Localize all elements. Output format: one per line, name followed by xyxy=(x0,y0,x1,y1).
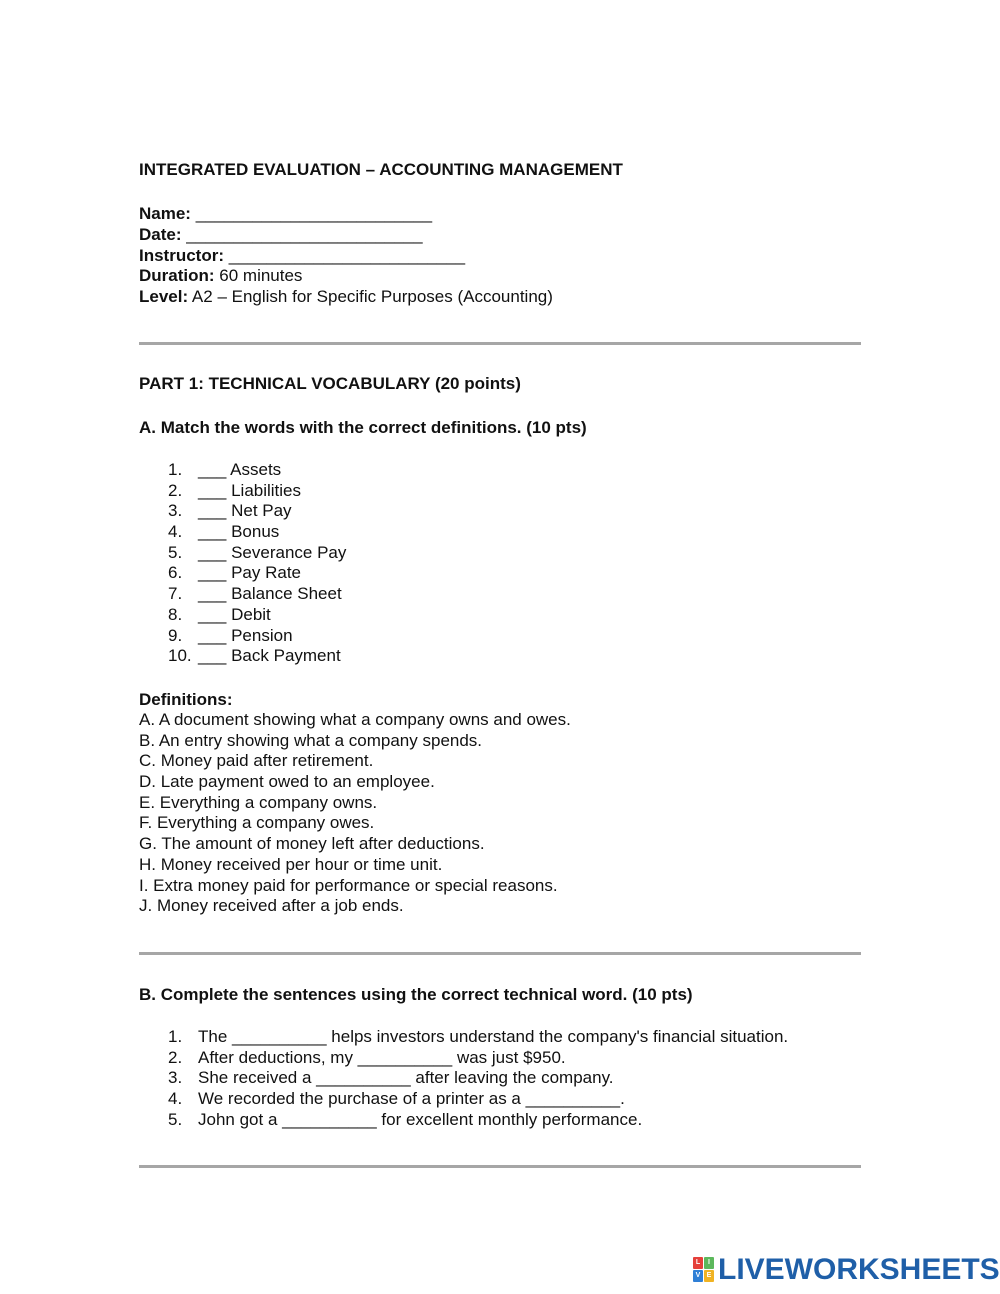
list-item xyxy=(139,584,539,605)
definition-item: I. Extra money paid for performance or special reasons. xyxy=(139,875,558,895)
definition-item: E. Everything a company owns. xyxy=(139,792,378,812)
item-text: ___ Liabilities xyxy=(198,480,302,500)
list-item xyxy=(139,626,539,647)
definitions-heading: Definitions: xyxy=(139,690,233,709)
item-number: 1. xyxy=(168,460,183,479)
list-item xyxy=(139,522,539,543)
definition-item: D. Late payment owed to an employee. xyxy=(139,772,435,792)
part1-heading: PART 1: TECHNICAL VOCABULARY (20 points) xyxy=(139,374,521,393)
item-text: She received a __________ after leaving the company. xyxy=(198,1068,614,1088)
item-text: ___ Net Pay xyxy=(198,501,292,521)
list-item xyxy=(139,605,539,626)
list-item xyxy=(139,543,539,564)
date-label: Date: xyxy=(139,225,182,244)
list-item xyxy=(139,501,539,522)
definition-item: J. Money received after a job ends. xyxy=(139,896,404,916)
item-text: The __________ helps investors understand the company's financial situation. xyxy=(198,1027,789,1046)
item-text: ___ Bonus xyxy=(198,522,280,542)
level-value: A2 – English for Specific Purposes (Accounting) xyxy=(188,287,553,306)
logo-cube-l: L xyxy=(693,1257,703,1269)
date-field xyxy=(139,224,423,245)
item-text: ___ Pension xyxy=(198,625,293,645)
item-number: 8. xyxy=(168,604,183,624)
level-label: Level: xyxy=(139,287,189,306)
item-text: We recorded the purchase of a printer as a __________. xyxy=(198,1089,625,1109)
item-number: 6. xyxy=(168,563,183,583)
list-item xyxy=(139,646,539,667)
divider-1 xyxy=(139,342,861,345)
duration-value: 60 minutes xyxy=(214,266,303,285)
item-number: 2. xyxy=(168,1047,183,1067)
definition-item: G. The amount of money left after deductions. xyxy=(139,834,485,854)
definitions-list xyxy=(139,710,839,917)
item-text: ___ Pay Rate xyxy=(198,563,302,583)
instructor-field xyxy=(139,245,465,266)
item-text: ___ Assets xyxy=(198,460,282,479)
item-number: 5. xyxy=(168,1109,183,1129)
instructor-blank: _________________________ xyxy=(224,246,466,265)
complete-sentence-list xyxy=(139,1027,861,1130)
logo-cube-e: E xyxy=(704,1270,714,1282)
definition-item: A. A document showing what a company owns and owes. xyxy=(139,710,571,729)
item-number: 3. xyxy=(168,1068,183,1088)
level-field xyxy=(139,286,553,307)
match-word-list xyxy=(139,460,539,667)
item-text: ___ Back Payment xyxy=(198,646,341,666)
item-number: 5. xyxy=(168,542,183,562)
item-text: ___ Debit xyxy=(198,604,271,624)
item-number: 4. xyxy=(168,1089,183,1109)
list-item xyxy=(139,563,539,584)
duration-label: Duration: xyxy=(139,266,215,285)
definition-item: B. An entry showing what a company spends. xyxy=(139,730,483,750)
divider-3 xyxy=(139,1165,861,1168)
document-title: INTEGRATED EVALUATION – ACCOUNTING MANAGEMENT xyxy=(139,160,623,179)
list-item xyxy=(139,460,539,481)
list-item xyxy=(139,1068,861,1089)
item-number: 10. xyxy=(168,646,192,666)
date-blank: _________________________ xyxy=(181,225,423,244)
logo-cube-i: I xyxy=(704,1257,714,1269)
logo-text: LIVEWORKSHEETS xyxy=(718,1253,1000,1286)
item-number: 1. xyxy=(168,1027,183,1046)
section-b-heading: B. Complete the sentences using the correct technical word. (10 pts) xyxy=(139,985,693,1004)
duration-field xyxy=(139,265,302,286)
item-text: ___ Severance Pay xyxy=(198,542,347,562)
liveworksheets-logo xyxy=(693,1255,1000,1285)
definition-item: H. Money received per hour or time unit. xyxy=(139,854,443,874)
section-a-heading: A. Match the words with the correct definitions. (10 pts) xyxy=(139,418,587,437)
item-text: After deductions, my __________ was just $950. xyxy=(198,1047,566,1067)
definition-item: F. Everything a company owes. xyxy=(139,813,375,833)
list-item xyxy=(139,1089,861,1110)
item-number: 3. xyxy=(168,501,183,521)
item-text: John got a __________ for excellent monthly performance. xyxy=(198,1109,643,1129)
logo-cubes-icon xyxy=(693,1257,715,1283)
item-number: 7. xyxy=(168,584,183,604)
logo-cube-v: V xyxy=(693,1270,703,1282)
instructor-label: Instructor: xyxy=(139,246,224,265)
list-item xyxy=(139,1027,861,1048)
item-text: ___ Balance Sheet xyxy=(198,584,342,604)
divider-2 xyxy=(139,952,861,955)
list-item xyxy=(139,1110,861,1131)
name-blank: _________________________ xyxy=(190,204,433,223)
item-number: 2. xyxy=(168,480,183,500)
list-item xyxy=(139,1048,861,1069)
definition-item: C. Money paid after retirement. xyxy=(139,751,374,771)
item-number: 9. xyxy=(168,625,183,645)
name-field xyxy=(139,203,432,224)
list-item xyxy=(139,481,539,502)
name-label: Name: xyxy=(139,204,191,223)
item-number: 4. xyxy=(168,522,183,542)
